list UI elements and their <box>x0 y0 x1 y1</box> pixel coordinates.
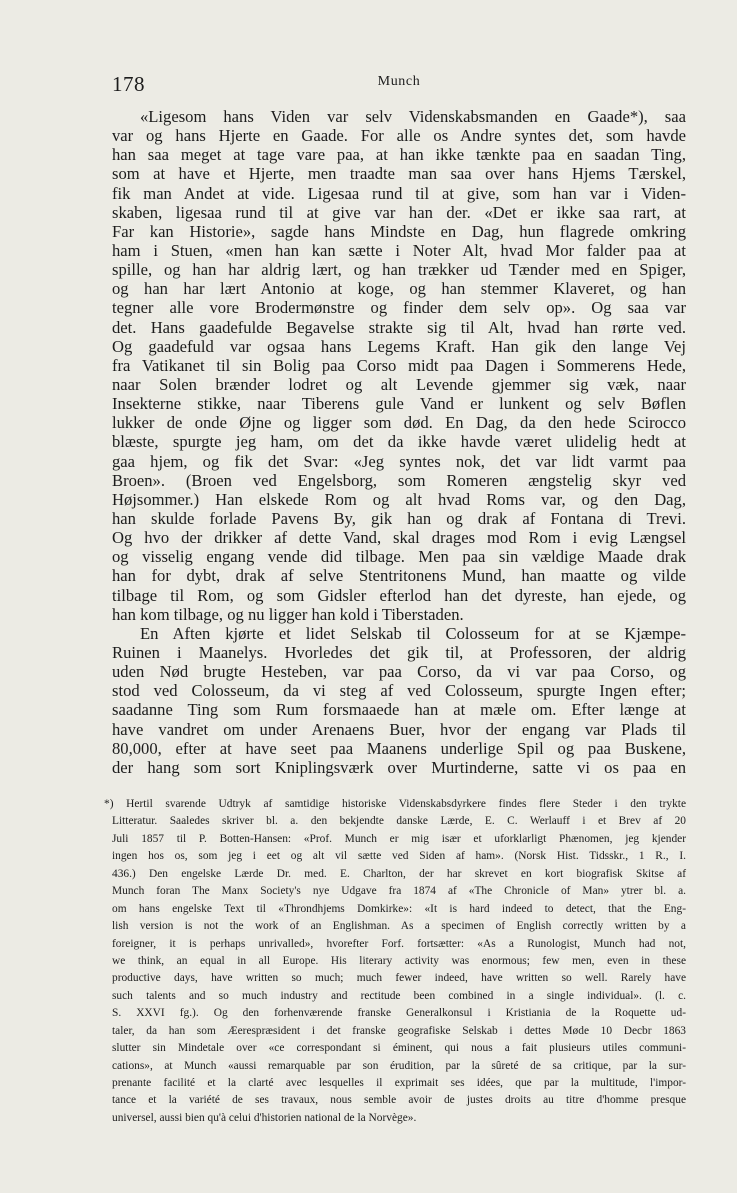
text-line: uden Nød brugte Hesteben, var paa Corso, da vi var paa Corso, og <box>112 662 686 682</box>
footnote-line: Litteratur. Saaledes skriver bl. a. den bekjendte danske Lærde, E. C. Werlauff i et Brev af 20 <box>112 815 686 828</box>
text-line: lukker de onde Øjne og ligger som død. En Dag, da den hede Scirocco <box>112 413 686 433</box>
text-line: han kom tilbage, og nu ligger han kold i Tiberstaden. <box>112 604 464 624</box>
running-head: Munch <box>377 74 421 89</box>
text-line: stod ved Colosseum, da vi steg af ved Colosseum, spurgte Ingen efter; <box>112 681 686 701</box>
footnote-line: slutter sin Mindetale over «ce correspondant si éminent, qui nous a fait plusieurs utiles communi- <box>112 1042 686 1055</box>
footnote-line: om hans engelske Text til «Throndhjems Domkirke»: «It is hard indeed to detect, that the Eng- <box>112 902 686 915</box>
text-line: Højsommer.) Han elskede Rom og alt hvad Roms var, og den Dag, <box>112 489 686 509</box>
text-line: tegner alle vore Brodermønstre og finder dem selv op». Og saa var <box>112 298 686 318</box>
text-line: 80,000, efter at have seet paa Maanens underlige Spil og paa Buskene, <box>112 738 686 758</box>
text-line: Far kan Historie», sagde hans Mindste en Dag, hun flagrede omkring <box>112 221 686 241</box>
footnote-line: foreigner, it is perhaps unrivalled», hvorefter Forf. fortsætter: «As a Runologist, Munch had not, <box>112 937 686 950</box>
footnote-line: universel, aussi bien qu'à celui d'historien national de la Norvège». <box>112 1111 417 1124</box>
text-line: Insekterne stikke, naar Tiberens gule Vand er lunkent og selv Bøflen <box>112 394 686 414</box>
text-line: og visselig engang vende did tilbage. Men paa sin vældige Maade drak <box>112 547 686 567</box>
footnote-line: tance et la variété de ses travaux, nous semble avoir de justes droits au titre d'homme presque <box>112 1094 686 1107</box>
page-header <box>112 70 686 98</box>
footnote-line: we think, an equal in all Europe. His literary activity was enormous; few men, even in these <box>112 954 686 967</box>
text-line: have vandret om under Arenaens Buer, hvor der engang var Plads til <box>112 719 686 739</box>
text-line: Ruinen i Maanelys. Hvorledes det gik til, at Professoren, der aldrig <box>112 642 686 662</box>
text-line: fra Vatikanet til sin Bolig paa Corso midt paa Dagen i Sommerens Hede, <box>112 355 686 375</box>
text-line: En Aften kjørte et lidet Selskab til Colosseum for at se Kjæmpe- <box>140 623 686 643</box>
text-line: tilbage til Rom, og som Gidsler efterlod han det dyreste, han ejede, og <box>112 585 686 605</box>
body-text <box>112 107 686 777</box>
text-line: Broen». (Broen ved Engelsborg, som Romeren ængstelig skyr ved <box>112 470 686 490</box>
footnote-line: taler, da han som Æerespræsident i det franske geografiske Selskab i dettes Møde 10 Decbr 1863 <box>112 1024 686 1037</box>
text-line: han for dybt, drak af selve Stentritonens Mund, han maatte og vilde <box>112 566 686 586</box>
text-line: der hang som sort Kniplingsværk over Murtinderne, satte vi os paa en <box>112 757 686 777</box>
text-line: skaben, ligesaa rund til at give var han der. «Det er ikke saa rart, at <box>112 202 686 222</box>
text-line: spille, og han har aldrig lært, og han trækker ud Tænder med en Spiger, <box>112 260 686 280</box>
text-line: han saa meget at tage vare paa, at han ikke tænkte paa en saadan Ting, <box>112 145 686 165</box>
footnote-line: such talents and so much industry and rectitude been combined in a single individual». (l. c. <box>112 989 686 1002</box>
text-line: naar Solen brænder lodret og alt Levende gjemmer sig væk, naar <box>112 374 686 394</box>
page-number: 178 <box>112 72 145 96</box>
text-line: saadanne Ting som Rum forsmaaede han at mæle om. Efter længe at <box>112 700 686 720</box>
text-line: Og gaadefuld var ogsaa hans Legems Kraft. Han gik den lange Vej <box>112 336 686 356</box>
footnote-line: ingen hos os, som jeg i eet og alt vil sætte ved Siden af ham». (Norsk Hist. Tidsskr., 1 R., I. <box>112 850 686 863</box>
text-line: blæste, spurgte jeg ham, om det da ikke havde været ulidelig hedt at <box>112 432 686 452</box>
footnote-line: Juli 1857 til P. Botten-Hansen: «Prof. Munch er mig især et uforklarligt Phænomen, jeg kjender <box>112 832 686 845</box>
text-line: Og hvo der drikker af dette Vand, skal drages mod Rom i evig Længsel <box>112 528 686 548</box>
footnote <box>104 796 686 1127</box>
text-line: gaa hjem, og fik det Svar: «Jeg syntes nok, det var lidt varmt paa <box>112 451 686 471</box>
footnote-line: prenante facilité et la clarté avec lesquelles il exprimait ses idées, que par la multitude, l'impor- <box>112 1077 686 1089</box>
text-line: det. Hans gaadefulde Begavelse strakte sig til Alt, hvad han rørte ved. <box>112 317 686 337</box>
footnote-line: cations», at Munch «aussi remarquable par son érudition, par la sûreté de sa critique, par la sur- <box>112 1059 686 1072</box>
text-line: som at have et Hjerte, men traadte man saa over hans Hjems Tærskel, <box>112 164 686 184</box>
footnote-line: productive days, have written so much; much fewer indeed, have written so well. Rarely have <box>112 972 686 985</box>
text-line: han skulde forlade Pavens By, gik han og drak af Fontana di Trevi. <box>112 508 686 528</box>
footnote-line: 436.) Den engelske Lærde Dr. med. E. Charlton, der har skrevet en kort biografisk Skitse af <box>112 867 686 880</box>
text-line: var og hans Hjerte en Gaade. For alle os Andre syntes det, som havde <box>112 126 686 146</box>
text-line: fik man Andet at vide. Ligesaa rund til at give, som han var i Viden- <box>112 183 686 203</box>
text-line: ham i Stuen, «men han kan sætte i Noter Alt, hvad Mor falder paa at <box>112 240 686 260</box>
footnote-line: Munch foran The Manx Society's nye Udgave fra 1874 af «The Chronicle of Man» ytrer bl. a. <box>112 885 686 898</box>
footnote-line: S. XXVI fg.). Og den forhenværende franske Generalkonsul i Kristiania de la Roquette ud- <box>112 1007 686 1020</box>
text-line: og han har lært Antonio at koge, og han stemmer Klaveret, og han <box>112 279 686 299</box>
footnote-line: lish version is not the work of an Englishman. As a specimen of English correctly written by a <box>112 920 686 933</box>
footnote-line: *) Hertil svarende Udtryk af samtidige historiske Videnskabsdyrkere findes flere Steder i den trykte <box>104 798 686 810</box>
text-line: «Ligesom hans Viden var selv Videnskabsmanden en Gaade*), saa <box>140 107 686 126</box>
